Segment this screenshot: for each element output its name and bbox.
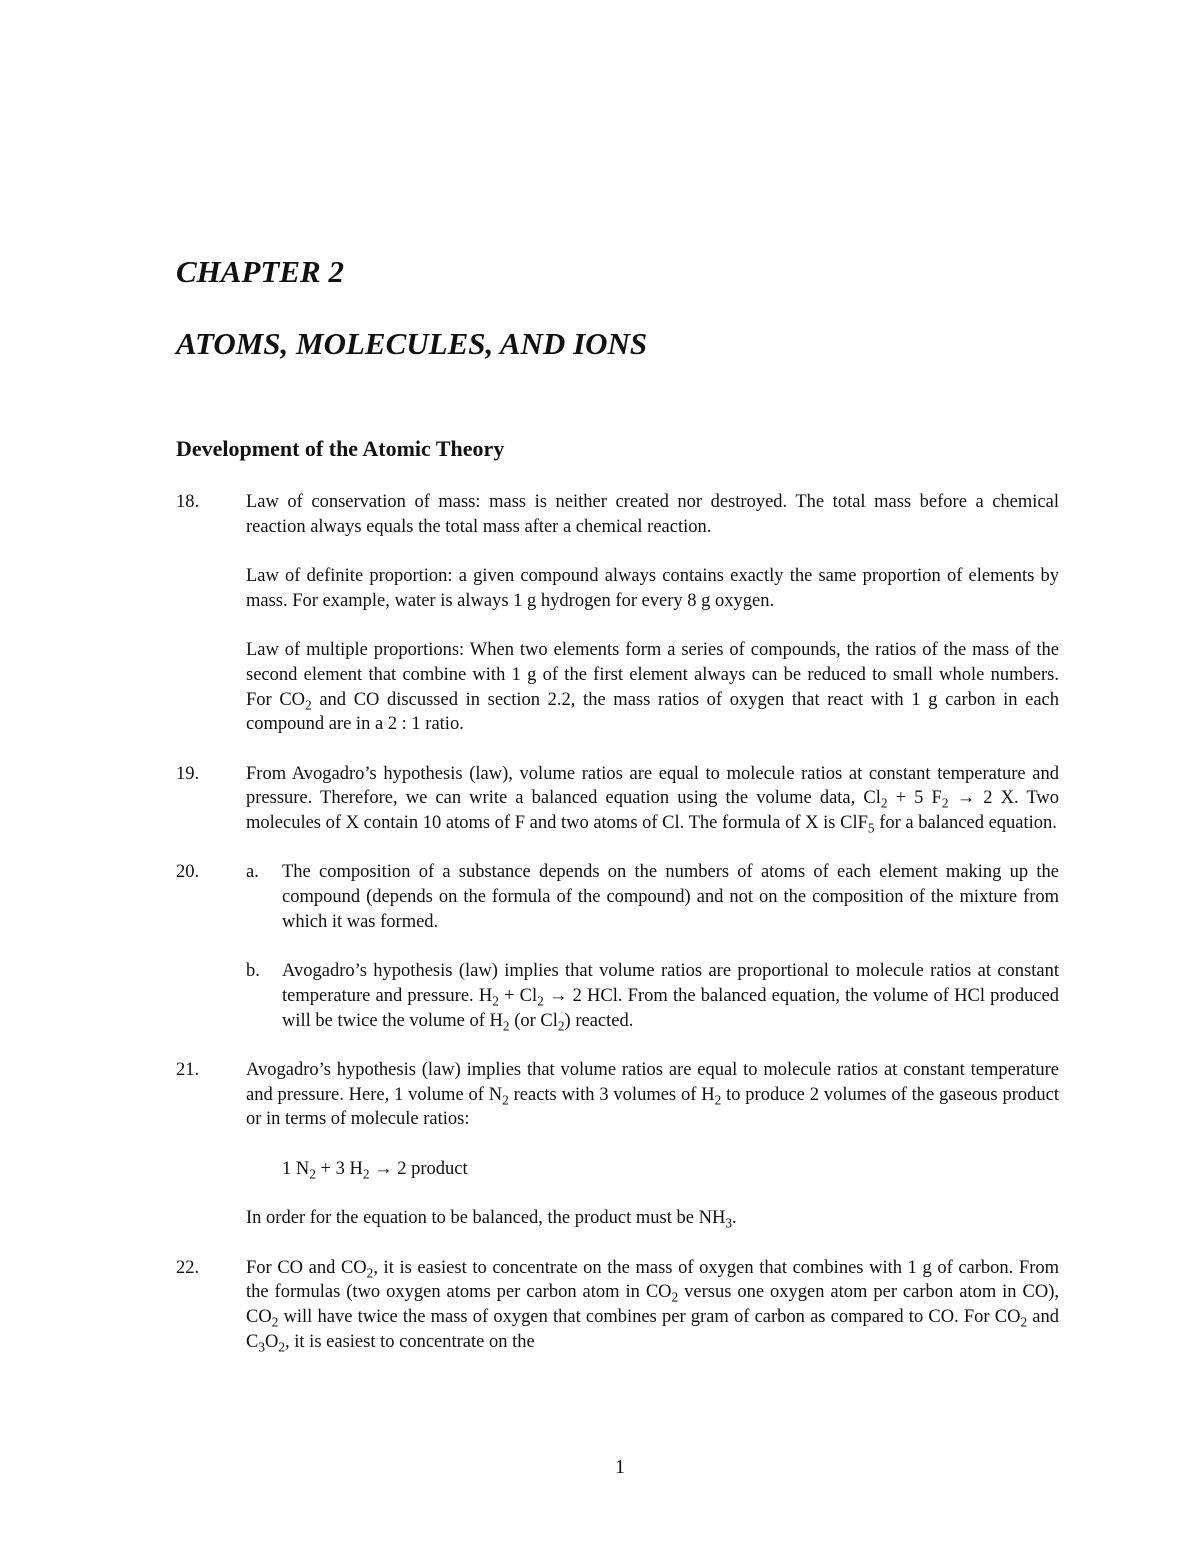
answer-body xyxy=(246,762,1059,836)
page-number: 1 xyxy=(615,1456,625,1478)
question-19 xyxy=(176,762,1059,836)
paragraph-product: In order for the equation to be balanced, the product must be $NH_3$. xyxy=(246,1208,737,1231)
sub-text: Avogadro’s hypothesis (law) implies that volume ratios are proportional to molecule ratios at constant temperature and pressure. $H_2 + Cl_2 \to 2$ HCl. From the balanced equation, the volume of HCl produced will be twice the volume of $H_2$ (or $Cl_2$) reacted. xyxy=(282,961,1059,1034)
document-content xyxy=(176,490,1059,1379)
answer-body xyxy=(246,860,1059,1033)
question-number: 22. xyxy=(176,1257,200,1278)
question-number: 21. xyxy=(176,1060,200,1081)
sub-letter: b. xyxy=(246,961,260,982)
sub-letter: a. xyxy=(246,862,259,883)
sub-answer-b xyxy=(246,959,1059,1033)
question-18 xyxy=(176,490,1059,737)
chapter-number: CHAPTER 2 xyxy=(176,254,344,289)
section-heading: Development of the Atomic Theory xyxy=(176,436,505,461)
sub-text: The composition of a substance depends on the numbers of atoms of each element making up the compound (depends on the formula of the compound) and not on the composition of the mixture from which it was formed. xyxy=(282,862,1059,932)
question-21 xyxy=(176,1058,1059,1231)
equation: 1 $N_2 + 3$ $H_2 \to 2$ product xyxy=(282,1158,468,1182)
paragraph-definite-proportion: Law of definite proportion: a given compound always contains exactly the same proportion of elements by mass. For example, water is always 1 g hydrogen for every 8 g oxygen. xyxy=(246,566,1059,611)
question-20 xyxy=(176,860,1059,1033)
question-number: 20. xyxy=(176,862,200,883)
chapter-title: ATOMS, MOLECULES, AND IONS xyxy=(176,326,648,361)
question-number: 18. xyxy=(176,492,200,512)
sub-answer-a xyxy=(246,860,1059,934)
paragraph-multiple-proportions: Law of multiple proportions: When two elements form a series of compounds, the ratios of the mass of the second element that combine with 1 g of the first element always can be reduced to small whole numbers. For $CO_2$ and CO discussed in section 2.2, the mass ratios of oxygen that react with 1 g carbon in each compound are in a 2 : 1 ratio. xyxy=(246,640,1059,735)
paragraph-carbon-oxides: For CO and $CO_2$, it is easiest to concentrate on the mass of oxygen that combines with 1 g of carbon. From the formulas (two oxygen atoms per carbon atom in $CO_2$ versus one oxygen atom per carbon atom in CO), $CO_2$ will have twice the mass of oxygen that combines per gram of carbon as compared to CO. For $CO_2$ and $C_3O_2$, it is easiest to concentrate on the xyxy=(246,1257,1060,1355)
paragraph-avogadro-ammonia: Avogadro’s hypothesis (law) implies that volume ratios are equal to molecule ratios at constant temperature and pressure. Here, 1 volume of $N_2$ reacts with 3 volumes of $H_2$ to produce 2 volumes of the gaseous product or in terms of molecule ratios: xyxy=(246,1060,1059,1130)
paragraph-avogadro: From Avogadro’s hypothesis (law), volume ratios are equal to molecule ratios at constant temperature and pressure. Therefore, we can write a balanced equation using the volume data, $Cl_2 + 5$ $F_2 \to 2$ X. Two molecules of X contain 10 atoms of F and two atoms of Cl. The formula of X is ClF$_5$ for a balanced equation. xyxy=(246,763,1059,836)
question-22 xyxy=(176,1256,1059,1355)
answer-body xyxy=(246,1058,1059,1231)
paragraph-conservation-of-mass: Law of conservation of mass: mass is neither created nor destroyed. The total mass before a chemical reaction always equals the total mass after a chemical reaction. xyxy=(246,492,1059,537)
answer-body xyxy=(246,1256,1059,1355)
answer-body xyxy=(246,490,1059,737)
question-number: 19. xyxy=(176,763,200,784)
